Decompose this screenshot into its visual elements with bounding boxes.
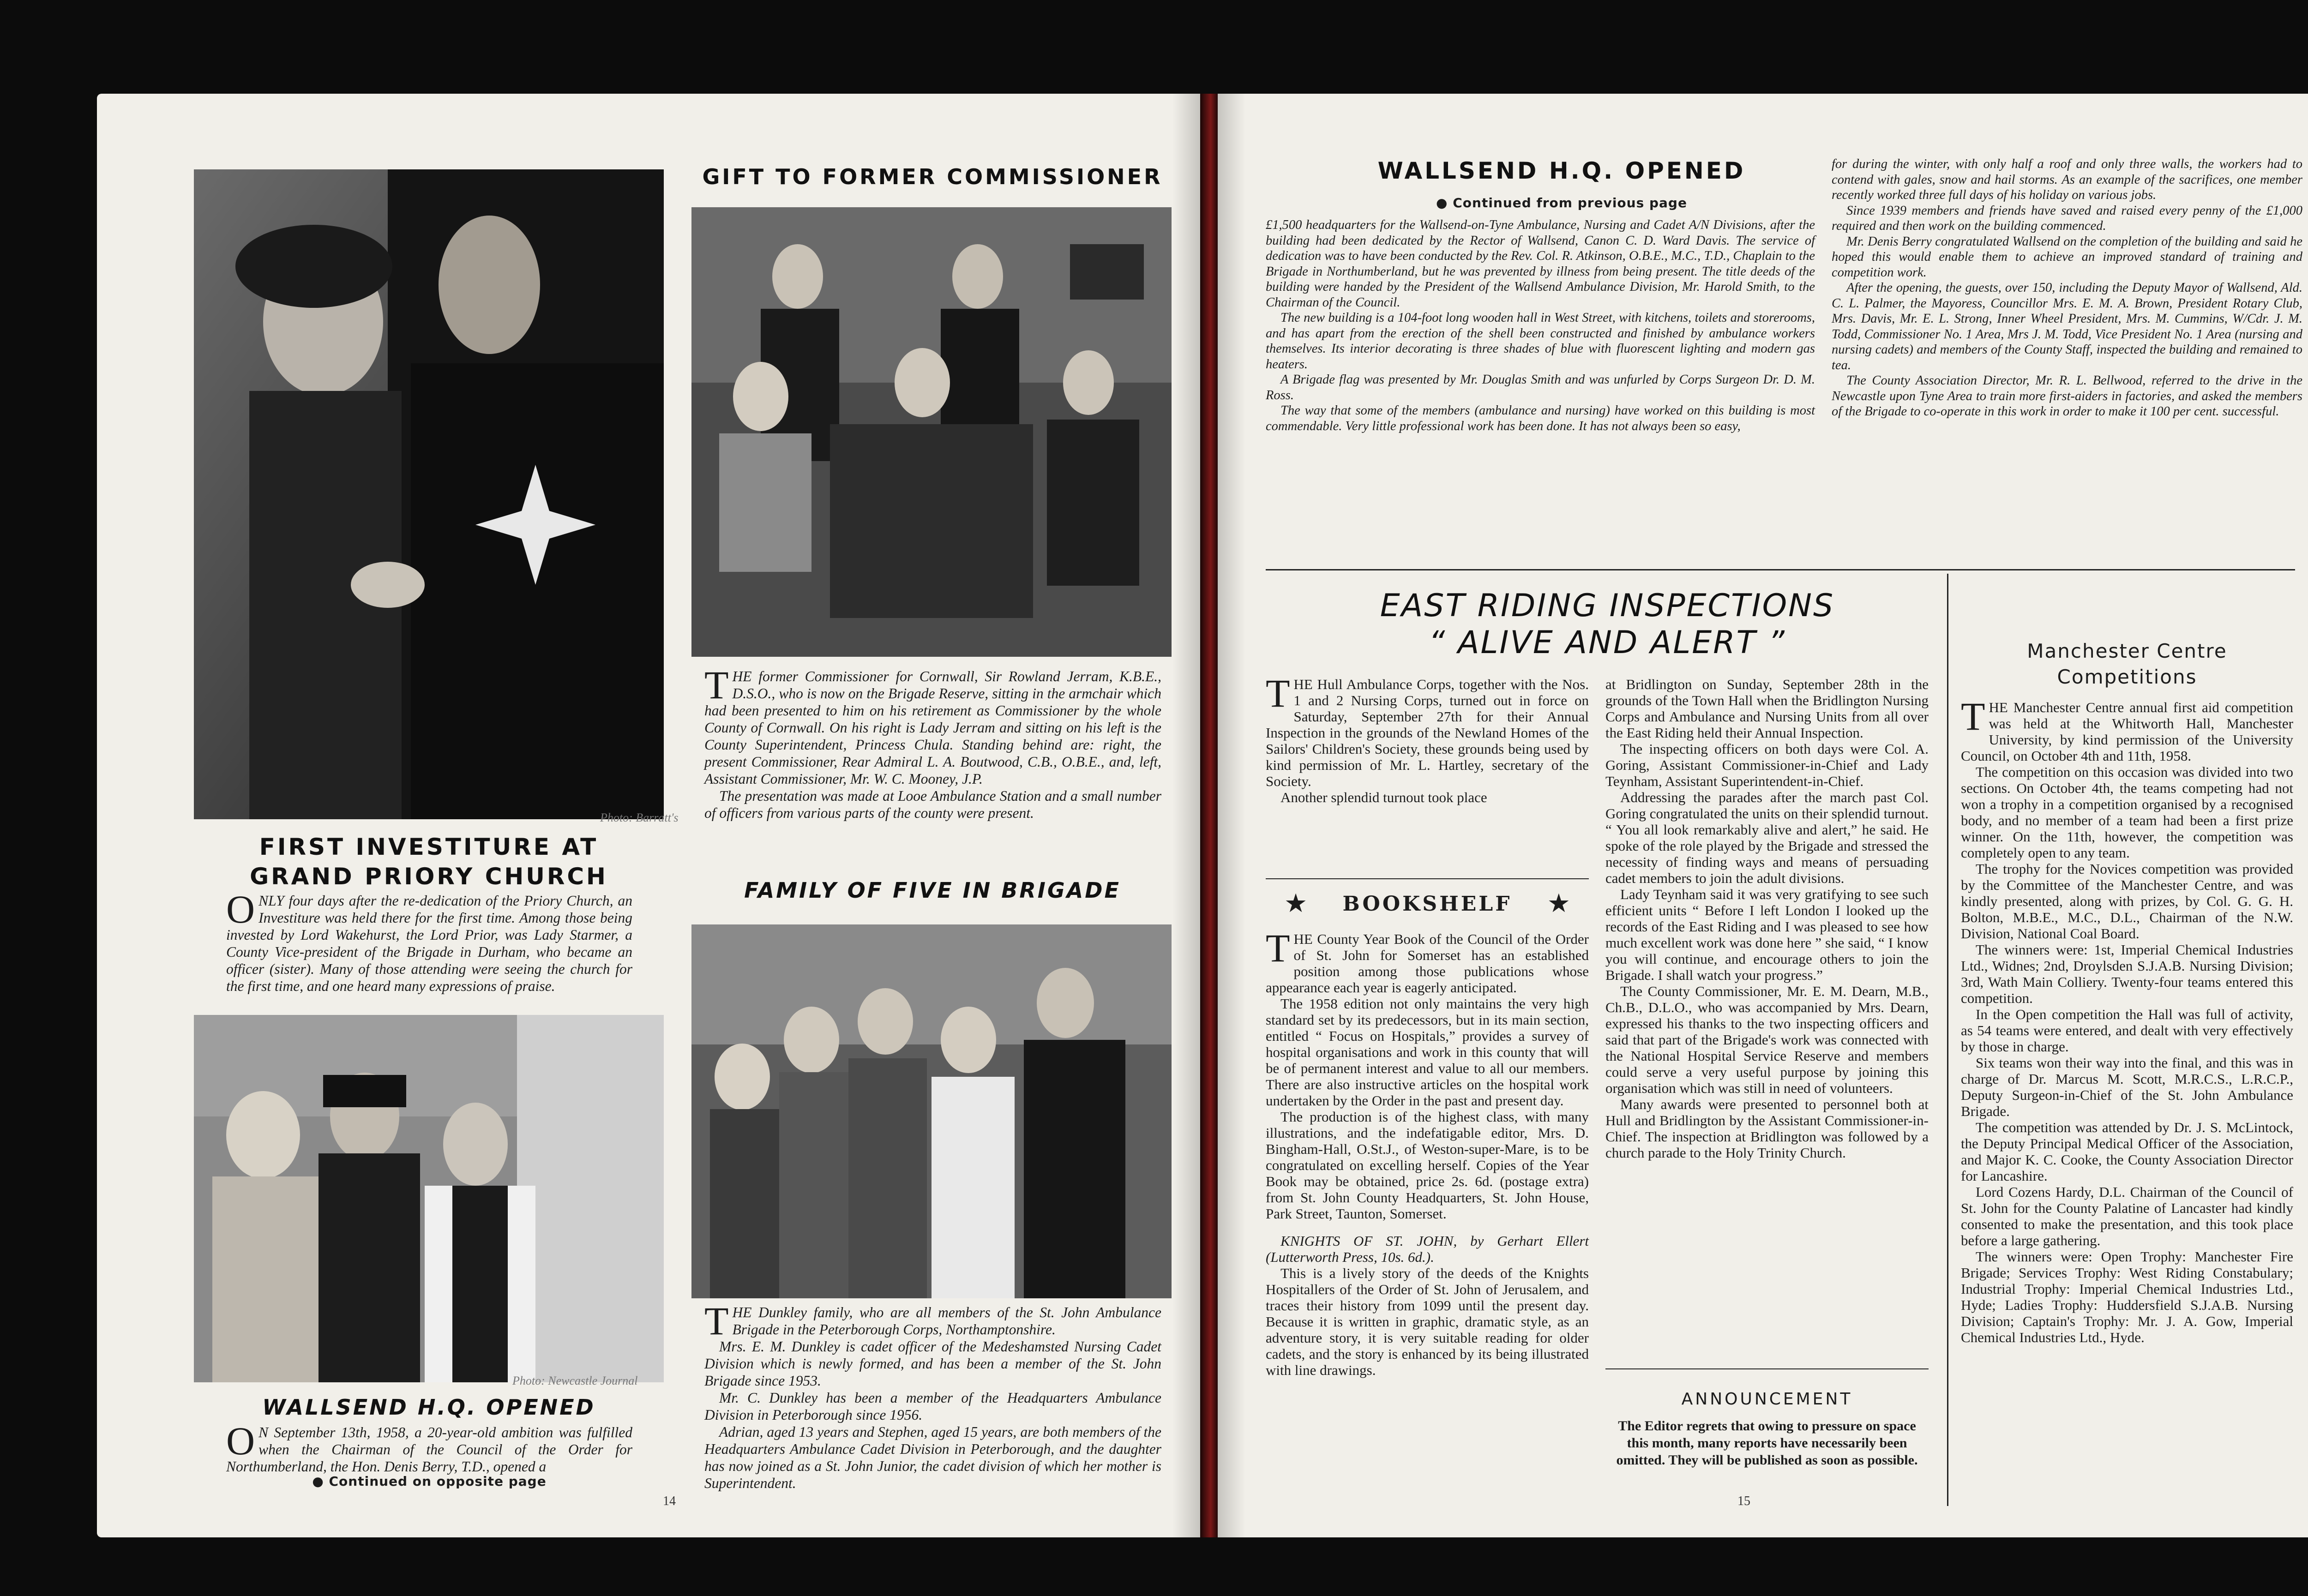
- wallsend-cont-col1-p3: A Brigade flag was presented by Mr. Douglas Smith and was unfurled by Corps Surgeon Dr. D. M. Ross.: [1266, 372, 1815, 402]
- gift-dropcap: T: [704, 663, 729, 707]
- photo-gift-image: [691, 207, 1172, 657]
- east-riding-col2-p6: Many awards were presented to personnel both at Hull and Bridlington by the Assistant Commissioner-in-Chief. The inspection at Bridlington was followed by a church parade to the Holy Trinity Church.: [1605, 1096, 1929, 1161]
- manchester-body: [1961, 694, 2293, 1345]
- east-riding-col1-p2: Another splendid turnout took place: [1280, 789, 1487, 805]
- photo-gift: [691, 207, 1172, 657]
- east-riding-col2-p1: at Bridlington on Sunday, September 28th in the grounds of the Town Hall when the Bridlington Nursing Corps and Ambulance and Nursing Units from all over the East Riding held their Annual Inspection.: [1605, 676, 1929, 741]
- photo-family: [691, 924, 1172, 1298]
- continued-opposite-text: Continued on opposite page: [329, 1474, 547, 1489]
- continued-previous-text: Continued from previous page: [1453, 195, 1687, 210]
- wallsend-cont-col2-visible: [1832, 156, 2302, 420]
- investiture-headline-line-1: FIRST INVESTITURE AT: [259, 834, 599, 860]
- east-riding-dropcap: T: [1266, 671, 1290, 715]
- bookshelf-headline: [1266, 888, 1589, 921]
- spine: [1200, 94, 1218, 1537]
- wallsend-dropcap: O: [226, 1419, 255, 1463]
- wallsend-cont-col2-p2: Since 1939 members and friends have saved and raised every penny of the £1,000 required and then work on the building commenced.: [1832, 203, 2302, 233]
- horizontal-rule-top: [1266, 569, 2295, 570]
- left-page: [97, 94, 1200, 1537]
- wallsend-cont-col2-p4: After the opening, the guests, over 150, including the Deputy Mayor of Wallsend, Ald. C. L. Palmer, the Mayoress, Councillor Mrs. E. M. A. Brown, President Rotary Club, Mrs. Davis, Mr. E. L. Strong, Inner Wheel President, Mrs. M. Cummins, W/Cdr. J. M. Todd, Commissioner No. 1 Area, Mrs J. M. Todd, Vice President No. 1 Area (nursing and nursing cadets) and members of the County Staff, inspected the building and remained to tea.: [1832, 281, 2302, 372]
- right-folio: 15: [1737, 1494, 1750, 1508]
- bullet-icon: ●: [1436, 195, 1453, 210]
- bookshelf-p2: The 1958 edition not only maintains the very high standard set by its predecessors, but in its main section, entitled “ Focus on Hospitals,” provides a survey of hospital organisations and work in this county that will be of permanent interest and value to all our members. There are also instructive articles on the hospital work undertaken by the Order in the past and present day.: [1266, 996, 1589, 1109]
- wallsend-cont-col2-p1: for during the winter, with only half a roof and only three walls, the workers had to contend with gales, snow and hail storms. As an example of the sacrifices, one member recently worked three full days of his holiday on various jobs.: [1832, 157, 2302, 202]
- bookshelf-star-right-icon: ★: [1547, 889, 1570, 918]
- family-body-4: Adrian, aged 13 years and Stephen, aged 15 years, are both members of the Headquarters Ambulance Cadet Division in Peterborough, and the daughter has now joined as a St. John Junior, the cadet division of which her mother is Superintendent.: [704, 1424, 1161, 1491]
- spine-shadow: [1172, 94, 1200, 1537]
- column-divider: [1947, 574, 1948, 1506]
- manchester-p2: The competition on this occasion was divided into two sections. On October 4th, the teams competing had not won a trophy in a competition organised by a recognised body, and no member of a team had been a first prize winner. On the 11th, however, the competition was completely open to any team.: [1961, 764, 2293, 861]
- family-body: [704, 1299, 1161, 1492]
- gift-headline: GIFT TO FORMER COMMISSIONER: [702, 164, 1163, 189]
- east-riding-col2-p4: Lady Teynham said it was very gratifying to see such efficient units “ Before I left London I looked up the records of the East Riding and I was pleased to see how much excellent work was done here ” she said, “ I know you will continue, and encourage others to join the Brigade. I shall watch your progress.”: [1605, 886, 1929, 983]
- wallsend-cont-col2-p3: Mr. Denis Berry congratulated Wallsend on the completion of the building and said he hoped this would enable them to achieve an improved standard of training and competition work.: [1832, 234, 2302, 280]
- family-body-3: Mr. C. Dunkley has been a member of the Headquarters Ambulance Division in Peterborough since 1956.: [704, 1390, 1161, 1423]
- manchester-p4: The winners were: 1st, Imperial Chemical Industries Ltd., Widnes; 2nd, Droylsden S.J.A.B. Nursing Division; 3rd, Wath Main Colliery. Twenty-four teams entered this competition.: [1961, 942, 2293, 1006]
- east-riding-headline: [1266, 588, 1949, 661]
- wallsend-body-left-text: N September 13th, 1958, a 20-year-old ambition was fulfilled when the Chairman of the Council of the Order for Northumberland, the Hon. Denis Berry, T.D., opened a: [226, 1424, 632, 1475]
- east-riding-headline-2: “ ALIVE AND ALERT ”: [1429, 624, 1786, 661]
- manchester-headline: [1961, 638, 2293, 690]
- east-riding-headline-1: EAST RIDING INSPECTIONS: [1380, 588, 1835, 624]
- photo-credit-newcastle: Photo: Newcastle Journal: [512, 1374, 638, 1387]
- east-riding-col1-text: HE Hull Ambulance Corps, together with the Nos. 1 and 2 Nursing Corps, turned out in force on Saturday, September 27th for their Annual Inspection in the grounds of the Newland Homes of the Sailors' Children's Society, these grounds being used by kind permission of Mr. L. Hartley, secretary of the Society.: [1266, 676, 1589, 789]
- investiture-body: [226, 887, 632, 995]
- wallsend-headline-right: WALLSEND H.Q. OPENED: [1377, 157, 1746, 184]
- photo-investiture: [194, 169, 664, 819]
- manchester-p1: HE Manchester Centre annual first aid competition was held at the Whitworth Hall, Manchester University, by kind permission of the University Council, on October 4th and 11th, 1958.: [1961, 699, 2293, 764]
- wallsend-body-left: [226, 1419, 632, 1475]
- gift-body-2: The presentation was made at Looe Ambulance Station and a small number of officers from various parts of the county were present.: [704, 788, 1161, 821]
- manchester-p8: Lord Cozens Hardy, D.L. Chairman of the Council of St. John for the County Palatine of Lancaster had kindly consented to make the presentation, and this took place before a large gathering.: [1961, 1184, 2293, 1248]
- east-riding-col1: [1266, 671, 1589, 805]
- wallsend-cont-col1-p4: The way that some of the members (ambulance and nursing) have worked on this building is most commendable. Very little professional work has been done. It has not always been so easy,: [1266, 403, 1815, 433]
- bookshelf-p4-title: KNIGHTS OF ST. JOHN, by Gerhart Ellert (Lutterworth Press, 10s. 6d.).: [1266, 1233, 1589, 1265]
- manchester-p6: Six teams won their way into the final, and this was in charge of Dr. Marcus M. Scott, M.R.C.S., L.R.C.P., Deputy Surgeon-in-Chief of the St. John Ambulance Brigade.: [1961, 1055, 2293, 1119]
- family-headline: FAMILY OF FIVE IN BRIGADE: [744, 878, 1121, 903]
- continued-previous: [1328, 195, 1795, 210]
- photo-credit-barratt: Photo: Barratt's: [600, 811, 679, 824]
- announcement-headline: ANNOUNCEMENT: [1681, 1390, 1853, 1409]
- photo-investiture-image: [194, 169, 664, 819]
- bookshelf-dropcap: T: [1266, 926, 1290, 970]
- bookshelf-p3: The production is of the highest class, with many illustrations, and the indefatigable editor, Mrs. D. Bingham-Hall, O.St.J., of Weston-super-Mare, is to be congratulated on excelling herself. Copies of the Year Book may be obtained, price 2s. 6d. (postage extra) from St. John County Headquarters, St. John House, Park Street, Taunton, Somerset.: [1266, 1109, 1589, 1222]
- photo-wallsend: [194, 1015, 664, 1382]
- right-page: [1218, 94, 2308, 1537]
- family-body-1: HE Dunkley family, who are all members of the St. John Ambulance Brigade in the Peterborough Corps, Northamptonshire.: [732, 1304, 1161, 1338]
- manchester-headline-1: Manchester Centre: [2027, 640, 2227, 662]
- manchester-headline-2: Competitions: [2057, 666, 2197, 688]
- wallsend-cont-col2-p5: The County Association Director, Mr. R. L. Bellwood, referred to the drive in the Newcastle upon Tyne Area to train more first-aiders in factories, and asked the members of the Brigade to co-operate in this work in order to make it 100 per cent. successful.: [1832, 373, 2302, 419]
- bookshelf-p1: HE County Year Book of the Council of the Order of St. John for Somerset has an established position among those publications whose appearance each year is eagerly anticipated.: [1266, 931, 1589, 996]
- family-dropcap: T: [704, 1299, 729, 1343]
- wallsend-headline-left: WALLSEND H.Q. OPENED: [262, 1395, 595, 1420]
- wallsend-cont-col1-p1: £1,500 headquarters for the Wallsend-on-Tyne Ambulance, Nursing and Cadet A/N Divisions, after the building had been dedicated by the Rector of Wallsend, Canon C. D. Ward Davis. The service of dedication was to have been conducted by the Rev. Col. R. Atkinson, O.B.E., M.C., T.D., Chaplain to the Brigade in Northumberland, but he was prevented by illness from being present. The title deeds of the building were handed by the President of the Wallsend Ambulance Division, Mr. Harold Smith, to the Chairman of the Council.: [1266, 218, 1815, 310]
- manchester-p9: The winners were: Open Trophy: Manchester Fire Brigade; Services Trophy: West Riding Constabulary; Industrial Trophy: Imperial Chemical Industries Ltd., Hyde; Ladies Trophy: Huddersfield S.J.A.B. Nursing Division; Captain's Trophy: Mr. J. A. Gow, Imperial Chemical Industries Ltd., Hyde.: [1961, 1248, 2293, 1345]
- bookshelf-title: BOOKSHELF: [1342, 892, 1512, 916]
- investiture-headline: [194, 832, 664, 891]
- family-body-2: Mrs. E. M. Dunkley is cadet officer of the Medeshamsted Nursing Cadet Division which is newly formed, and has been a member of the St. John Brigade since 1953.: [704, 1338, 1161, 1389]
- bookshelf-star-left-icon: ★: [1284, 889, 1308, 918]
- investiture-dropcap: O: [226, 887, 255, 931]
- spine-shadow: [1218, 94, 1245, 1537]
- manchester-p7: The competition was attended by Dr. J. S. McLintock, the Deputy Principal Medical Officer of the Association, and Major K. C. Cooke, the County Association Director for Lancashire.: [1961, 1119, 2293, 1184]
- left-folio: 14: [663, 1494, 676, 1508]
- east-riding-col2-p3: Addressing the parades after the march past Col. Goring congratulated the units on their splendid turnout. “ You all look remarkably alive and alert,” he said. He spoke of the role played by the Brigade and stressed the necessity of finding ways and means of persuading cadet members to join the adult divisions.: [1605, 789, 1929, 886]
- gift-body-1: HE former Commissioner for Cornwall, Sir Rowland Jerram, K.B.E., D.S.O., who is now on the Brigade Reserve, sitting in the armchair which had been presented to him on his retirement as Commissioner by the whole County of Cornwall. On his right is Lady Jerram and sitting on his left is the County Superintendent, Princess Chula. Standing behind are: right, the present Commissioner, Rear Admiral L. A. Boutwood, C.B., O.B.E., and, left, Assistant Commissioner, Mr. W. C. Mooney, J.P.: [704, 668, 1161, 787]
- east-riding-col2-p2: The inspecting officers on both days were Col. A. Goring, Assistant Commissioner-in-Chief and Lady Teynham, Assistant Superintendent-in-Chief.: [1605, 741, 1929, 789]
- wallsend-cont-col1: [1266, 217, 1815, 434]
- bookshelf-p5: This is a lively story of the deeds of the Knights Hospitallers of the Order of St. John of Jerusalem, and traces their history from 1099 until the present day. Because it is written in graphic, dramatic style, as an adventure story, it is very suitable reading for older cadets, and the story is enhanced by its being illustrated with line drawings.: [1266, 1265, 1589, 1378]
- photo-wallsend-image: [194, 1015, 664, 1382]
- announcement-rule: [1605, 1368, 1929, 1369]
- east-riding-col2-p5: The County Commissioner, Mr. E. M. Dearn, M.B., Ch.B., D.L.O., who was accompanied by Mrs. Dearn, expressed his thanks to the two inspecting officers and said that part of the Brigade's work was connected with the National Hospital Service Reserve and members could serve a very useful purpose by joining this organisation which was still in need of volunteers.: [1605, 983, 1929, 1096]
- photo-family-image: [691, 924, 1172, 1298]
- continued-opposite: [226, 1474, 632, 1489]
- announcement-body: The Editor regrets that owing to pressure on space this month, many reports have necessarily been omitted. They will be published as soon as possible.: [1616, 1418, 1918, 1468]
- manchester-p5: In the Open competition the Hall was full of activity, as 54 teams were entered, and dealt with very effectively by those in charge.: [1961, 1006, 2293, 1055]
- manchester-p3: The trophy for the Novices competition was provided by the Committee of the Manchester Centre, and was kindly presented, along with prizes, by Col. G. G. H. Bolton, M.B.E., M.C., D.L., Chairman of the N.W. Division, National Coal Board.: [1961, 861, 2293, 942]
- manchester-dropcap: T: [1961, 694, 1985, 738]
- east-riding-col2: [1605, 676, 1929, 1161]
- investiture-headline-line-2: GRAND PRIORY CHURCH: [250, 863, 608, 890]
- bookshelf-rule-top: [1266, 878, 1589, 879]
- bullet-icon: ●: [312, 1474, 329, 1489]
- wallsend-cont-col1-p2: The new building is a 104-foot long wooden hall in West Street, with kitchens, toilets and storerooms, and has apart from the erection of the shell been constructed and finished by ambulance workers themselves. Its interior decorating is three shades of blue with fluorescent lighting and modern gas heaters.: [1266, 311, 1815, 372]
- bookshelf-body: [1266, 926, 1589, 1378]
- investiture-body-text: NLY four days after the re-dedication of the Priory Church, an Investiture was held there for the first time. Among those being invested by Lord Wakehurst, the Lord Prior, was Lady Starmer, a County Vice-president of the Brigade in Durham, who became an officer (sister). Many of those attending were seeing the church for the first time, and one heard many expressions of praise.: [226, 893, 632, 994]
- gift-body: [704, 663, 1161, 822]
